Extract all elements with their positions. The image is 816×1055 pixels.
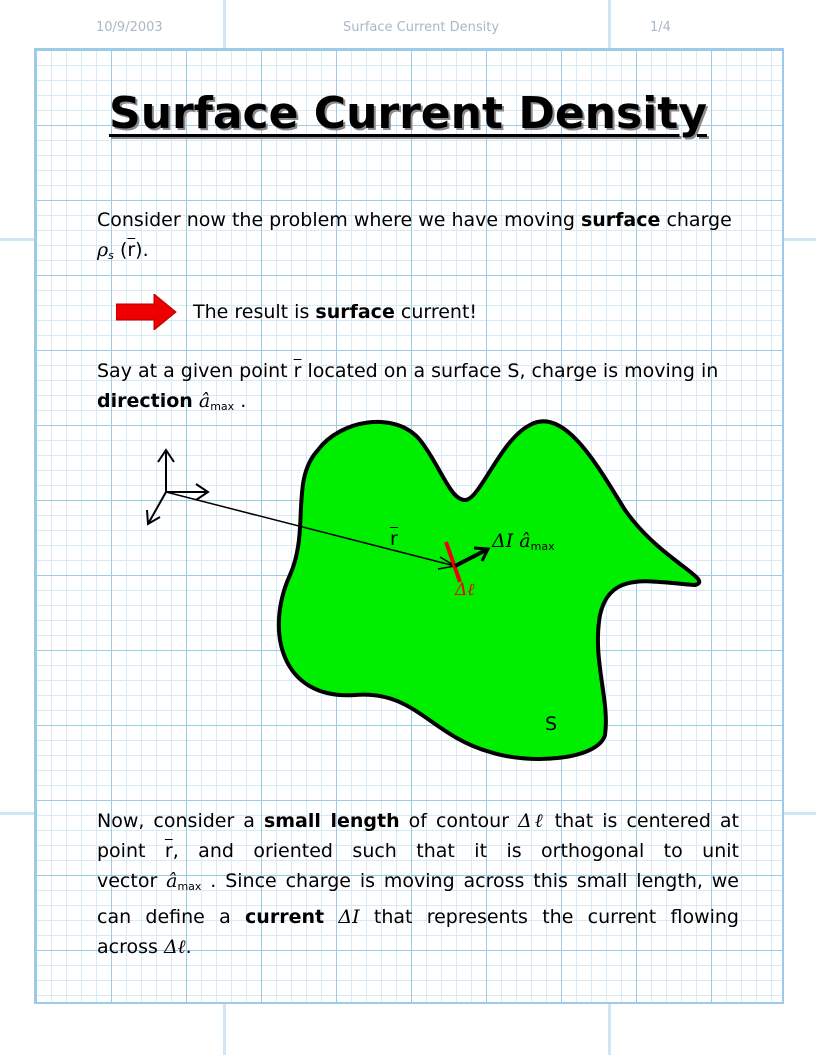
figure-delta-l-label: Δℓ — [455, 580, 475, 600]
bold-text: small length — [263, 810, 400, 832]
text: vector — [97, 870, 167, 892]
paragraph-line — [97, 806, 739, 836]
a-subscript: max — [210, 400, 235, 413]
header-page: 1/4 — [650, 20, 671, 35]
delta-i-symbol: ΔI — [492, 530, 514, 552]
figure-current-label — [492, 530, 555, 553]
delta-l-symbol: Δℓ — [518, 810, 546, 832]
r-vector: $\overline{r}$ — [127, 239, 136, 261]
r-vector: $\overline{r}$ — [293, 360, 302, 382]
text: . — [234, 390, 247, 412]
r-vector: $\overline{r}$ — [164, 840, 173, 862]
surface-s-shape — [279, 421, 699, 759]
text: that is centered at — [545, 810, 740, 832]
text: ( — [113, 239, 128, 261]
text: charge — [660, 209, 732, 231]
text: The result is — [193, 301, 316, 323]
bold-text: direction — [97, 390, 193, 412]
text: . Since charge is moving across this small length, we — [201, 870, 739, 892]
a-hat-symbol: â — [519, 530, 531, 552]
text: across — [97, 936, 164, 958]
paragraph-line — [97, 932, 739, 962]
header-date: 10/9/2003 — [96, 20, 163, 35]
text: that represents the current flowing — [359, 906, 739, 928]
text: ). — [135, 239, 149, 261]
text: point — [97, 840, 165, 862]
figure-r-label — [390, 528, 398, 550]
text: Say at a given point — [97, 360, 294, 382]
a-subscript: max — [530, 540, 555, 553]
text: located on a surface S, charge is moving in — [301, 360, 719, 382]
text: current! — [394, 301, 478, 323]
a-hat-symbol: â — [198, 390, 211, 412]
r-vector: $\overline{r}$ — [390, 528, 398, 550]
text: Now, consider a — [97, 810, 264, 832]
text: , and oriented such that it is orthogonal to unit — [172, 840, 739, 862]
text: . — [185, 936, 192, 958]
delta-l-symbol: Δℓ — [163, 936, 186, 958]
header-title: Surface Current Density — [343, 20, 500, 35]
paragraph-line — [97, 902, 739, 932]
figure-s-label: S — [545, 713, 558, 735]
text: can define a — [97, 906, 246, 928]
delta-i-symbol: ΔI — [324, 906, 360, 928]
paragraph-line — [97, 836, 739, 866]
a-hat-symbol: â — [166, 870, 178, 892]
rho-subscript: s — [108, 249, 114, 262]
text: of contour — [399, 810, 519, 832]
rho-symbol: ρ — [97, 239, 109, 261]
bold-text: current — [245, 906, 325, 928]
paragraph-line — [97, 866, 739, 902]
bold-text: surface — [315, 301, 395, 323]
paragraph-small-length — [97, 806, 739, 962]
page-title: Surface Current Density — [109, 88, 707, 139]
a-subscript: max — [177, 880, 202, 893]
text: Consider now the problem where we have moving — [97, 209, 581, 231]
bold-text: surface — [580, 209, 661, 231]
